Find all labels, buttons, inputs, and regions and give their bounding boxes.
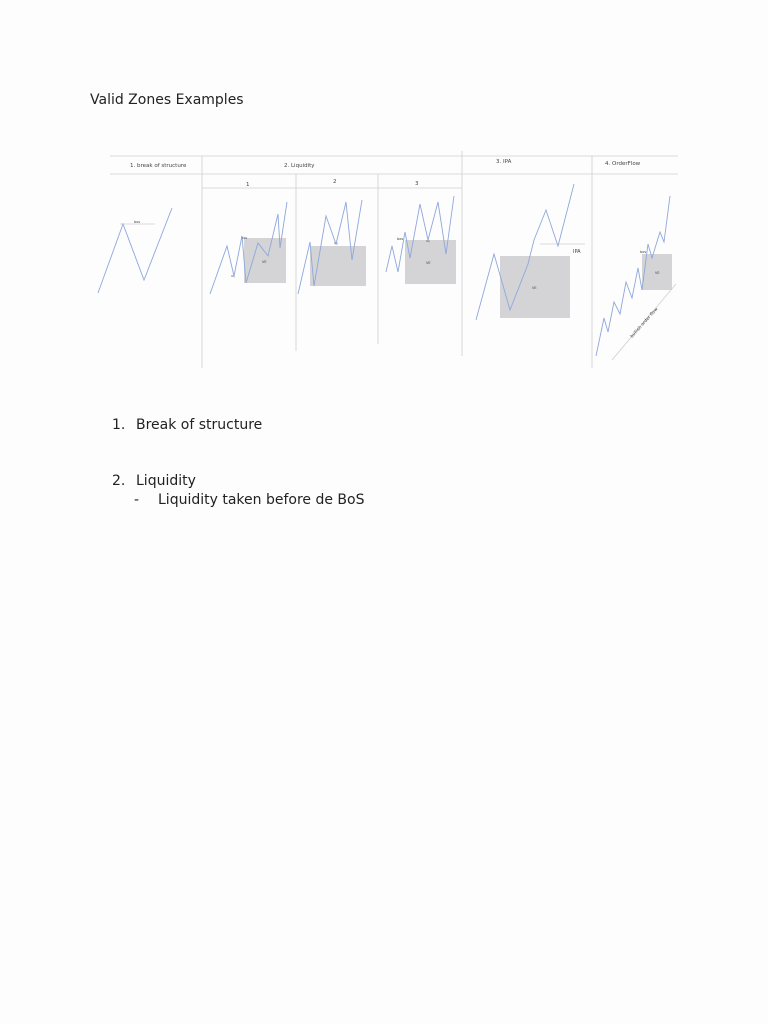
list-item-2	[112, 473, 196, 489]
list-text-2: Liquidity	[136, 473, 196, 489]
header-ipa: 3. IPA	[496, 159, 512, 165]
subheader-2: 2	[333, 179, 337, 185]
subheader-1: 1	[246, 182, 250, 188]
ve-label-liq-3: VE	[426, 261, 431, 265]
sub-item-text: Liquidity taken before de BoS	[158, 492, 365, 508]
bos-label-orderflow: bos	[640, 250, 647, 254]
bos-label-liq-1: bos	[241, 236, 248, 240]
subheader-3: 3	[415, 181, 419, 187]
ve-label-orderflow: VE	[655, 271, 660, 275]
list-number-2: 2.	[112, 473, 126, 489]
ve-zone-liq-2	[310, 246, 366, 286]
liq-label-2: liq	[334, 241, 338, 245]
ve-label-liq-1: VE	[262, 260, 267, 264]
valid-zones-figure	[90, 146, 682, 374]
bullish-order-flow-label: bullish order flow	[629, 307, 660, 340]
valid-zones-diagram	[90, 146, 682, 374]
header-break-of-structure: 1. break of structure	[130, 163, 187, 169]
bos-label-liq-3: bos	[397, 237, 404, 241]
sub-bullet: -	[134, 492, 140, 508]
liq-label-3: liq	[426, 239, 430, 243]
ipa-label: IPA	[573, 249, 581, 255]
list-text-1: Break of structure	[136, 417, 263, 433]
liq-label-1: liq	[231, 274, 235, 278]
header-liquidity: 2. Liquidity	[284, 163, 315, 169]
header-orderflow: 4. OrderFlow	[605, 161, 641, 167]
bos-label-1: bos	[134, 220, 141, 224]
sub-list-item	[134, 492, 364, 508]
ve-label-ipa: VE	[532, 286, 537, 290]
list-item-1	[112, 417, 262, 433]
document-title: Valid Zones Examples	[90, 92, 244, 108]
list-number-1: 1.	[112, 417, 126, 433]
